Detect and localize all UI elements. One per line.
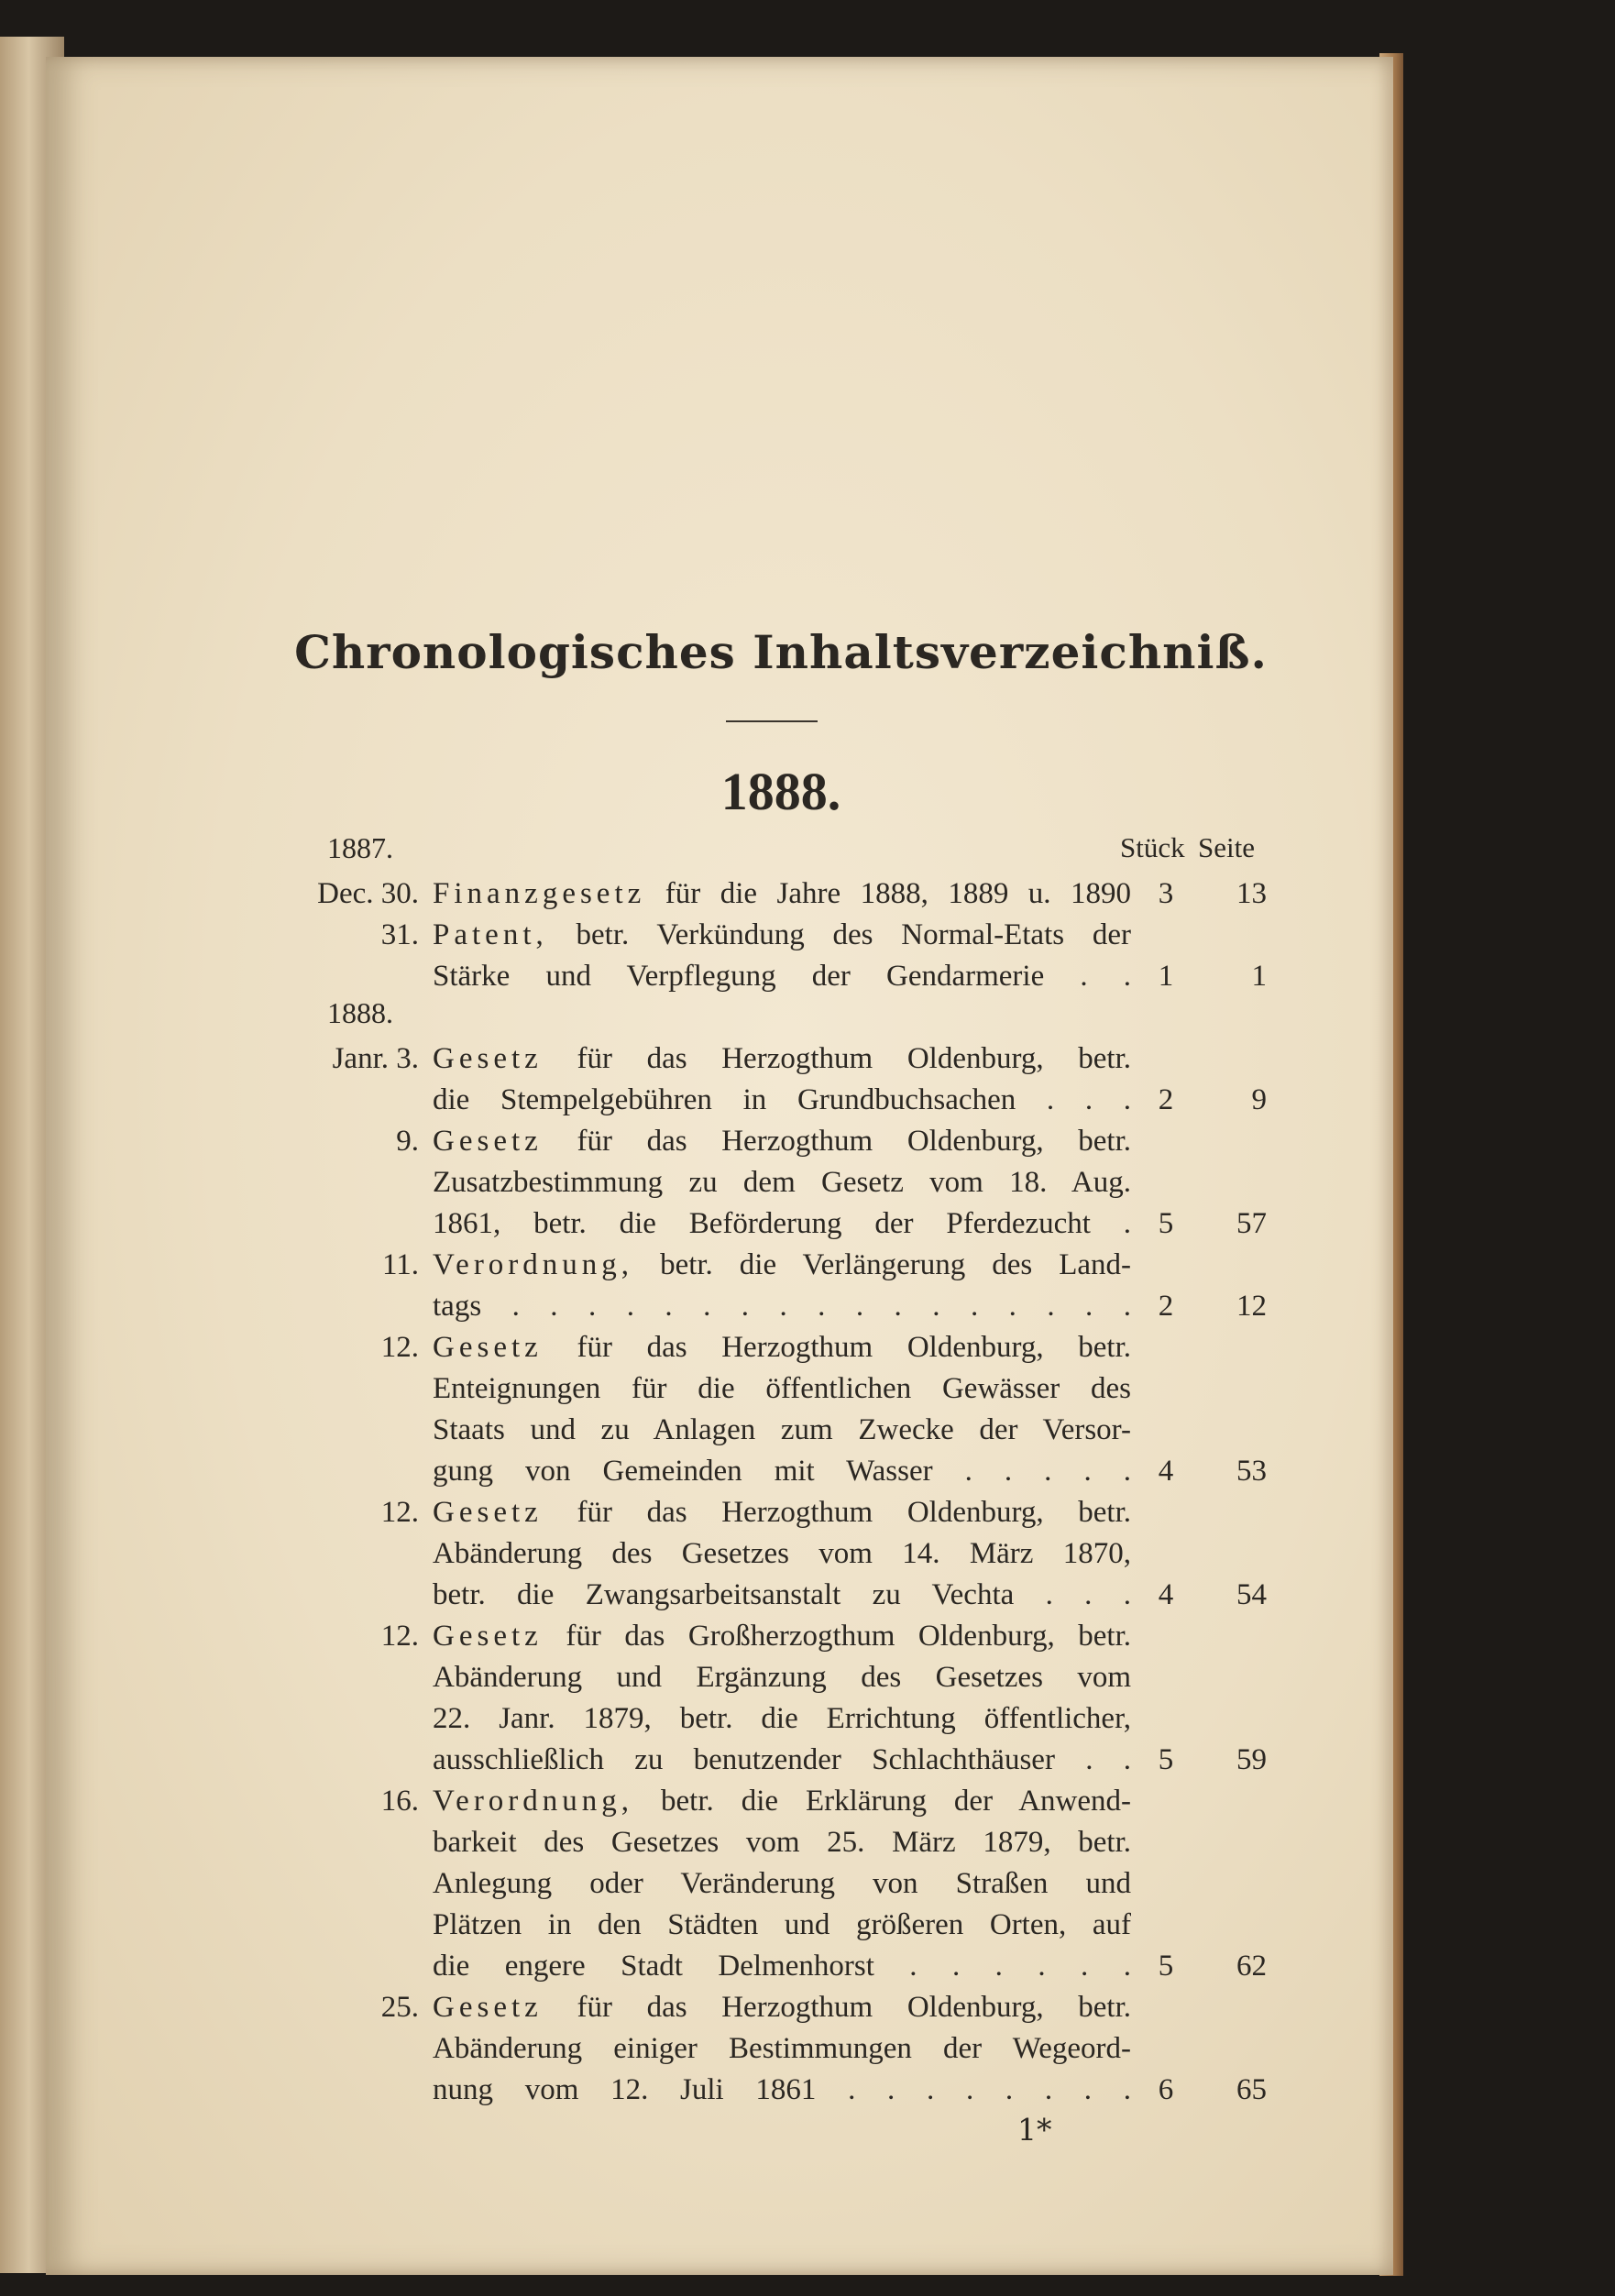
index-line: [286, 1620, 1276, 1660]
index-line: [286, 877, 1276, 917]
entry-body: für das Herzogthum Oldenburg, betr.: [577, 1042, 1131, 1075]
index-line: [286, 1743, 1276, 1784]
entry-text: [433, 2032, 1131, 2066]
entry-keyword: Verordnung,: [433, 1785, 634, 1818]
index-line: [286, 1331, 1276, 1371]
entry-date: 16.: [380, 1785, 419, 1818]
entry-body: betr. die Zwangsarbeitsanstalt zu Vechta . . .: [433, 1578, 1131, 1611]
entry-body: die engere Stadt Delmenhorst . . . . . .: [433, 1950, 1131, 1983]
index-line: [286, 1042, 1276, 1082]
index-line: [286, 1661, 1276, 1701]
index-line: [286, 1702, 1276, 1742]
entry-body: Stärke und Verpflegung der Gendarmerie . .: [433, 960, 1131, 993]
entry-text: [433, 1248, 1131, 1282]
entry-body: Staats und zu Anlagen zum Zwecke der Versor-: [433, 1413, 1131, 1446]
index-line: [286, 918, 1276, 959]
entry-text: [433, 877, 1131, 911]
entry-keyword: Gesetz: [433, 1496, 543, 1529]
entry-piece-number: 1: [1158, 960, 1174, 993]
entry-page-number: 62: [1236, 1950, 1267, 1983]
entry-text: [433, 1083, 1131, 1117]
entry-body: Abänderung und Ergänzung des Gesetzes vom: [433, 1661, 1131, 1694]
entry-text: [433, 960, 1131, 994]
title-rule: [726, 720, 818, 722]
entry-body: tags . . . . . . . . . . . . . . . . .: [433, 1290, 1131, 1323]
entry-piece-number: 5: [1158, 1950, 1174, 1983]
entry-body: 1861, betr. die Beförderung der Pferdezucht .: [433, 1207, 1131, 1240]
index-line: [286, 1083, 1276, 1124]
entry-body: für das Herzogthum Oldenburg, betr.: [577, 1125, 1131, 1158]
entry-page-number: 54: [1236, 1578, 1267, 1611]
entry-text: [433, 1455, 1131, 1489]
entry-text: [433, 1290, 1131, 1324]
entry-text: [433, 1125, 1131, 1159]
entry-text: [433, 1702, 1131, 1736]
entry-text: [433, 1785, 1131, 1818]
entry-page-number: 1: [1251, 960, 1267, 993]
entry-date: 31.: [380, 918, 419, 951]
index-line: [286, 1207, 1276, 1247]
entry-keyword: Finanzgesetz: [433, 877, 646, 910]
entry-piece-number: 5: [1158, 1743, 1174, 1776]
entry-date: 9.: [396, 1125, 419, 1158]
entry-date: 12.: [380, 1331, 419, 1364]
entry-text: [433, 1908, 1131, 1942]
entry-body: betr. die Verlängerung des Land-: [660, 1248, 1132, 1281]
entry-text: [433, 1413, 1131, 1447]
page-title: Chronologisches Inhaltsverzeichniß.: [294, 625, 1268, 679]
entry-body: für das Großherzogthum Oldenburg, betr.: [566, 1620, 1132, 1653]
entry-date: 12.: [380, 1496, 419, 1529]
entry-text: [433, 918, 1131, 952]
entry-text: [433, 1496, 1131, 1530]
entry-page-number: 12: [1236, 1290, 1267, 1323]
entry-keyword: Gesetz: [433, 1620, 543, 1653]
entry-text: [433, 1331, 1131, 1365]
entry-text: [433, 1166, 1131, 1200]
entry-body: barkeit des Gesetzes vom 25. März 1879, betr.: [433, 1826, 1131, 1859]
entry-body: Abänderung des Gesetzes vom 14. März 1870,: [433, 1537, 1131, 1570]
entry-keyword: Gesetz: [433, 1125, 543, 1158]
entry-piece-number: 6: [1158, 2073, 1174, 2106]
index-line: [286, 1496, 1276, 1536]
index-line: [286, 1413, 1276, 1454]
entry-piece-number: 2: [1158, 1290, 1174, 1323]
signature-mark: 1*: [1017, 2112, 1052, 2148]
index-line: [286, 1991, 1276, 2031]
entry-body: betr. Verkündung des Normal-Etats der: [576, 918, 1131, 951]
entry-piece-number: 3: [1158, 877, 1174, 910]
entry-text: [433, 1661, 1131, 1695]
entry-page-number: 59: [1236, 1743, 1267, 1776]
entry-text: [433, 1537, 1131, 1571]
index-line: [286, 1125, 1276, 1165]
column-header-page: Seite: [1198, 831, 1255, 863]
entry-keyword: Patent,: [433, 918, 548, 951]
index-line: [286, 1248, 1276, 1289]
entry-page-number: 13: [1236, 877, 1267, 910]
entry-body: nung vom 12. Juli 1861 . . . . . . . .: [433, 2073, 1131, 2106]
entry-text: [433, 1620, 1131, 1653]
entry-body: Abänderung einiger Bestimmungen der Wegeord-: [433, 2032, 1131, 2065]
entry-body: für das Herzogthum Oldenburg, betr.: [577, 1496, 1131, 1529]
entry-page-number: 9: [1251, 1083, 1267, 1116]
start-year-1887: 1887.: [327, 831, 393, 864]
index-line: [286, 1455, 1276, 1495]
entry-text: [433, 1578, 1131, 1612]
entry-piece-number: 2: [1158, 1083, 1174, 1116]
entry-piece-number: 5: [1158, 1207, 1174, 1240]
entry-body: gung von Gemeinden mit Wasser . . . . .: [433, 1455, 1131, 1488]
entry-date: 12.: [380, 1620, 419, 1653]
entry-date: Dec. 30.: [317, 877, 419, 910]
entry-text: [433, 1867, 1131, 1901]
entry-text: [433, 1991, 1131, 2025]
index-line: [286, 1537, 1276, 1577]
entry-keyword: Gesetz: [433, 1991, 543, 2024]
index-line: [286, 1166, 1276, 1206]
index-line: [286, 1950, 1276, 1990]
entry-body: die Stempelgebühren in Grundbuchsachen . . .: [433, 1083, 1131, 1116]
entry-body: Zusatzbestimmung zu dem Gesetz vom 18. Aug.: [433, 1166, 1131, 1199]
entry-keyword: Gesetz: [433, 1331, 543, 1364]
index-line: [286, 1867, 1276, 1907]
entry-text: [433, 1372, 1131, 1406]
entry-body: betr. die Erklärung der Anwend-: [661, 1785, 1131, 1818]
entry-body: für das Herzogthum Oldenburg, betr.: [577, 1991, 1131, 2024]
entry-text: [433, 2073, 1131, 2107]
entry-body: für das Herzogthum Oldenburg, betr.: [577, 1331, 1131, 1364]
year-heading: 1888.: [720, 762, 841, 821]
entry-body: 22. Janr. 1879, betr. die Errichtung öffentlicher,: [433, 1702, 1131, 1735]
entry-date: Janr. 3.: [332, 1042, 419, 1075]
entry-keyword: Verordnung,: [433, 1248, 634, 1281]
index-line: [286, 2073, 1276, 2114]
index-line: [286, 1785, 1276, 1825]
entry-piece-number: 4: [1158, 1578, 1174, 1611]
entry-date: 25.: [380, 1991, 419, 2024]
index-line: [286, 960, 1276, 1000]
entry-piece-number: 4: [1158, 1455, 1174, 1488]
entry-body: für die Jahre 1888, 1889 u. 1890: [665, 877, 1132, 910]
entry-body: Anlegung oder Veränderung von Straßen und: [433, 1867, 1131, 1900]
entry-page-number: 65: [1236, 2073, 1267, 2106]
entry-text: [433, 1826, 1131, 1860]
entry-text: [433, 1950, 1131, 1983]
entry-body: ausschließlich zu benutzender Schlachthäuser . .: [433, 1743, 1131, 1776]
entry-page-number: 53: [1236, 1455, 1267, 1488]
column-header-piece: Stück: [1120, 831, 1185, 863]
index-line: [286, 1578, 1276, 1619]
index-line: [286, 1290, 1276, 1330]
entry-text: [433, 1042, 1131, 1076]
index-line: [286, 1826, 1276, 1866]
start-year-1888: 1888.: [327, 996, 393, 1029]
page: [46, 57, 1393, 2275]
index-line: [286, 2032, 1276, 2072]
index-line: [286, 1372, 1276, 1412]
entry-date: 11.: [381, 1248, 419, 1281]
entry-text: [433, 1743, 1131, 1777]
entry-body: Enteignungen für die öffentlichen Gewässer des: [433, 1372, 1131, 1405]
entry-keyword: Gesetz: [433, 1042, 543, 1075]
entry-page-number: 57: [1236, 1207, 1267, 1240]
entry-text: [433, 1207, 1131, 1241]
entry-body: Plätzen in den Städten und größeren Orten, auf: [433, 1908, 1131, 1941]
index-line: [286, 1908, 1276, 1949]
